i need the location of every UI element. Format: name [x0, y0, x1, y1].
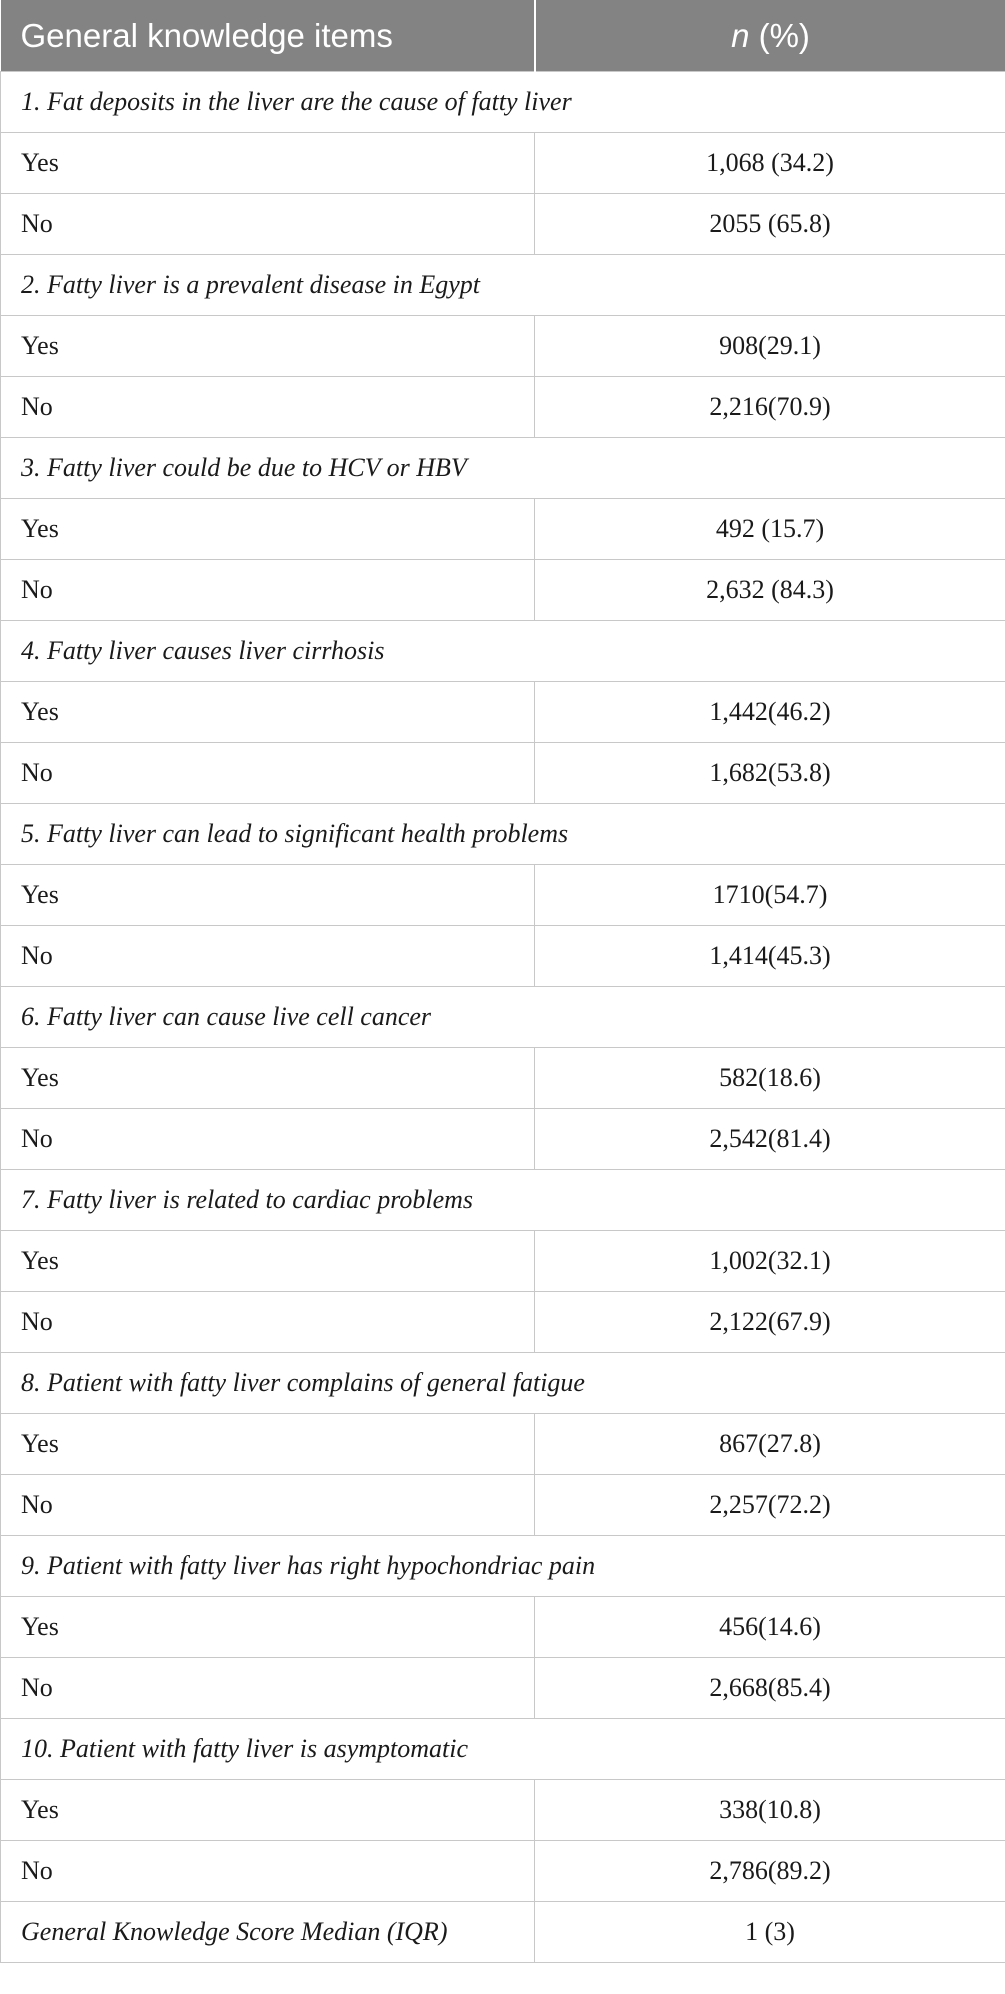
answer-row-yes [1, 316, 1005, 377]
answer-count-yes: 338(10.8) [535, 1780, 1005, 1841]
answer-label-no: No [1, 560, 535, 621]
answer-label-no: No [1, 1658, 535, 1719]
question-row [1, 1170, 1005, 1231]
question-row [1, 621, 1005, 682]
answer-label-yes: Yes [1, 682, 535, 743]
answer-row-no [1, 1475, 1005, 1536]
answer-count-no: 2,122(67.9) [535, 1292, 1005, 1353]
question-row [1, 987, 1005, 1048]
answer-row-no [1, 743, 1005, 804]
header-items: General knowledge items [1, 0, 535, 72]
answer-row-no [1, 1292, 1005, 1353]
answer-label-yes: Yes [1, 1780, 535, 1841]
question-label: 8. Patient with fatty liver complains of general fatigue [1, 1353, 1005, 1414]
answer-label-yes: Yes [1, 316, 535, 377]
answer-label-no: No [1, 743, 535, 804]
answer-count-no: 2,786(89.2) [535, 1841, 1005, 1902]
question-label: 10. Patient with fatty liver is asymptomatic [1, 1719, 1005, 1780]
score-label: General Knowledge Score Median (IQR) [1, 1902, 535, 1963]
answer-count-yes: 1710(54.7) [535, 865, 1005, 926]
header-n: n [731, 16, 750, 54]
answer-label-yes: Yes [1, 1597, 535, 1658]
answer-count-no: 2,668(85.4) [535, 1658, 1005, 1719]
answer-count-yes: 1,068 (34.2) [535, 133, 1005, 194]
answer-count-no: 1,682(53.8) [535, 743, 1005, 804]
question-row [1, 438, 1005, 499]
answer-count-yes: 908(29.1) [535, 316, 1005, 377]
answer-row-yes [1, 865, 1005, 926]
question-label: 9. Patient with fatty liver has right hypochondriac pain [1, 1536, 1005, 1597]
question-row [1, 804, 1005, 865]
answer-label-no: No [1, 377, 535, 438]
answer-row-yes [1, 133, 1005, 194]
answer-row-no [1, 1109, 1005, 1170]
answer-count-yes: 1,442(46.2) [535, 682, 1005, 743]
answer-count-no: 1,414(45.3) [535, 926, 1005, 987]
answer-row-no [1, 560, 1005, 621]
answer-label-yes: Yes [1, 133, 535, 194]
answer-row-yes [1, 1048, 1005, 1109]
question-row [1, 1536, 1005, 1597]
answer-label-no: No [1, 1475, 535, 1536]
answer-label-yes: Yes [1, 865, 535, 926]
answer-label-yes: Yes [1, 1048, 535, 1109]
header-n-percent [535, 0, 1005, 72]
answer-label-yes: Yes [1, 1414, 535, 1475]
question-label: 5. Fatty liver can lead to significant health problems [1, 804, 1005, 865]
answer-label-no: No [1, 1292, 535, 1353]
score-row [1, 1902, 1005, 1963]
answer-count-yes: 1,002(32.1) [535, 1231, 1005, 1292]
answer-count-yes: 492 (15.7) [535, 499, 1005, 560]
answer-row-yes [1, 1780, 1005, 1841]
answer-row-no [1, 377, 1005, 438]
answer-count-no: 2055 (65.8) [535, 194, 1005, 255]
answer-row-yes [1, 1231, 1005, 1292]
answer-count-no: 2,257(72.2) [535, 1475, 1005, 1536]
answer-label-no: No [1, 1109, 535, 1170]
answer-count-no: 2,542(81.4) [535, 1109, 1005, 1170]
answer-label-yes: Yes [1, 1231, 535, 1292]
question-label: 3. Fatty liver could be due to HCV or HBV [1, 438, 1005, 499]
answer-row-no [1, 926, 1005, 987]
answer-label-yes: Yes [1, 499, 535, 560]
answer-row-yes [1, 682, 1005, 743]
answer-count-no: 2,632 (84.3) [535, 560, 1005, 621]
question-label: 1. Fat deposits in the liver are the cause of fatty liver [1, 72, 1005, 133]
answer-count-yes: 867(27.8) [535, 1414, 1005, 1475]
answer-label-no: No [1, 926, 535, 987]
answer-row-yes [1, 1414, 1005, 1475]
table-body [1, 72, 1005, 1963]
answer-row-no [1, 1658, 1005, 1719]
answer-row-yes [1, 1597, 1005, 1658]
answer-label-no: No [1, 1841, 535, 1902]
question-row [1, 255, 1005, 316]
answer-count-no: 2,216(70.9) [535, 377, 1005, 438]
question-label: 6. Fatty liver can cause live cell cancer [1, 987, 1005, 1048]
answer-count-yes: 582(18.6) [535, 1048, 1005, 1109]
score-value: 1 (3) [535, 1902, 1005, 1963]
answer-row-no [1, 194, 1005, 255]
question-label: 7. Fatty liver is related to cardiac problems [1, 1170, 1005, 1231]
question-row [1, 72, 1005, 133]
answer-count-yes: 456(14.6) [535, 1597, 1005, 1658]
answer-row-no [1, 1841, 1005, 1902]
question-label: 4. Fatty liver causes liver cirrhosis [1, 621, 1005, 682]
header-percent: (%) [758, 16, 810, 54]
answer-row-yes [1, 499, 1005, 560]
question-row [1, 1353, 1005, 1414]
question-label: 2. Fatty liver is a prevalent disease in Egypt [1, 255, 1005, 316]
header-row [1, 0, 1005, 72]
question-row [1, 1719, 1005, 1780]
answer-label-no: No [1, 194, 535, 255]
